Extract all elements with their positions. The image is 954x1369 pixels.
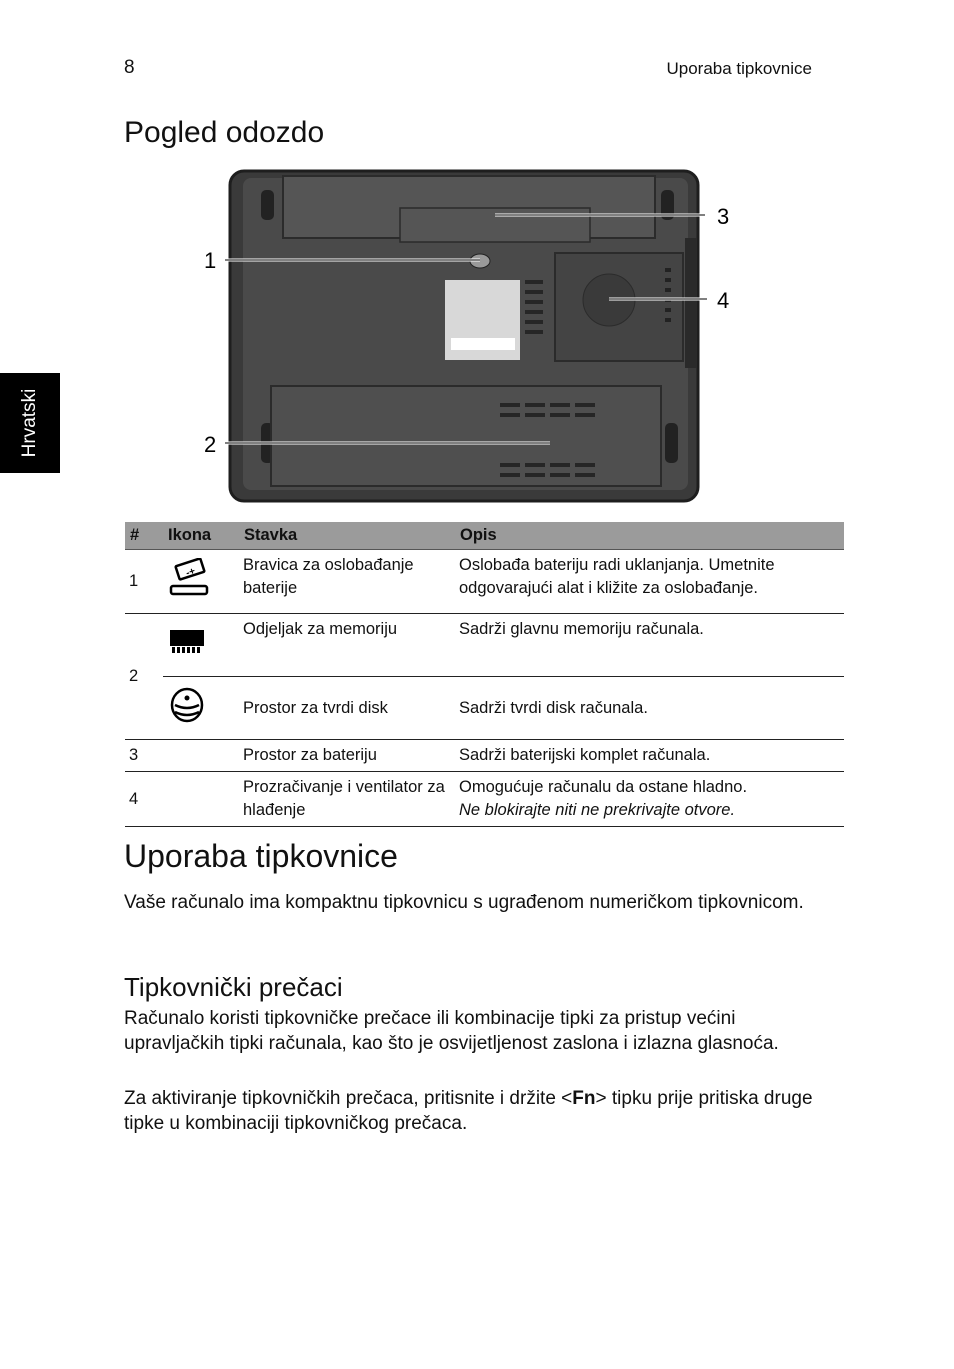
row-item: Prostor za tvrdi disk bbox=[239, 677, 455, 740]
row-description-note: Ne blokirajte niti ne prekrivajte otvore. bbox=[459, 801, 736, 819]
callout-2: 2 bbox=[204, 432, 217, 457]
laptop-bottom-view-figure bbox=[195, 168, 755, 508]
p2-text-before: Za aktiviranje tipkovničkih prečaca, pritisnite i držite < bbox=[124, 1088, 573, 1109]
language-side-tab bbox=[0, 373, 60, 473]
section-title-bottom-view: Pogled odozdo bbox=[124, 116, 325, 149]
barcode-sticker bbox=[451, 338, 515, 350]
language-label: Hrvatski bbox=[19, 388, 40, 458]
row-icon-cell bbox=[163, 740, 239, 772]
header-description: Opis bbox=[455, 522, 844, 550]
row-number: 4 bbox=[125, 772, 163, 827]
callout-4: 4 bbox=[717, 288, 730, 313]
row-description: Sadrži tvrdi disk računala. bbox=[455, 677, 844, 740]
battery-release-icon bbox=[167, 558, 211, 598]
header-item: Stavka bbox=[239, 522, 455, 550]
running-header: Uporaba tipkovnice bbox=[666, 59, 812, 78]
row-description-text: Omogućuje računalu da ostane hladno. bbox=[459, 778, 748, 796]
callout-3: 3 bbox=[717, 204, 730, 229]
table-row bbox=[125, 740, 844, 772]
svg-text:-+: -+ bbox=[184, 565, 197, 580]
rubber-foot bbox=[665, 423, 678, 463]
row-icon-cell bbox=[163, 772, 239, 827]
table-row bbox=[125, 772, 844, 827]
header-icon: Ikona bbox=[163, 522, 239, 550]
page-number: 8 bbox=[124, 57, 135, 78]
table-row bbox=[125, 677, 844, 740]
table-header-row bbox=[125, 522, 844, 550]
memory-icon bbox=[167, 627, 207, 657]
hard-disk-icon bbox=[167, 685, 207, 725]
section-title-shortcuts: Tipkovnički prečaci bbox=[124, 972, 343, 1002]
memory-hdd-cover bbox=[271, 386, 661, 486]
row-description: Oslobađa bateriju radi uklanjanja. Umetnite odgovarajući alat i kližite za oslobađanje. bbox=[455, 550, 844, 614]
row-item: Prozračivanje i ventilator za hlađenje bbox=[239, 772, 455, 827]
row-number: 2 bbox=[125, 614, 163, 740]
side-ports bbox=[685, 238, 697, 368]
row-item: Bravica za oslobađanje baterije bbox=[239, 550, 455, 614]
row-number: 3 bbox=[125, 740, 163, 772]
row-icon-cell bbox=[163, 677, 239, 740]
fn-key-label: Fn bbox=[572, 1088, 596, 1109]
row-item: Prostor za bateriju bbox=[239, 740, 455, 772]
p2-text-after: > tipku prije pritiska druge tipke u kombinaciji tipkovničkog prečaca. bbox=[124, 1088, 813, 1134]
header-number: # bbox=[125, 522, 163, 550]
table-row bbox=[125, 614, 844, 677]
row-icon-cell bbox=[163, 614, 239, 677]
battery-tab bbox=[400, 208, 590, 242]
components-table bbox=[125, 522, 844, 827]
table-row bbox=[125, 550, 844, 614]
section-title-keyboard: Uporaba tipkovnice bbox=[124, 838, 398, 874]
row-item: Odjeljak za memoriju bbox=[239, 614, 455, 677]
callout-1: 1 bbox=[204, 248, 217, 273]
rubber-foot bbox=[261, 190, 274, 220]
row-icon-cell bbox=[163, 550, 239, 614]
row-description bbox=[455, 772, 844, 827]
keyboard-intro-text: Vaše računalo ima kompaktnu tipkovnicu s ugrađenom numeričkom tipkovnicom. bbox=[124, 892, 804, 913]
shortcuts-paragraph-1: Računalo koristi tipkovničke prečace ili kombinacije tipki za pristup većini upravljačkih tipki računala, kao što je osvijetljenost zaslona i izlazna glasnoća. bbox=[124, 1008, 779, 1054]
row-description: Sadrži glavnu memoriju računala. bbox=[455, 614, 844, 677]
row-number: 1 bbox=[125, 550, 163, 614]
row-description: Sadrži baterijski komplet računala. bbox=[455, 740, 844, 772]
shortcuts-paragraph-2 bbox=[124, 1086, 824, 1136]
